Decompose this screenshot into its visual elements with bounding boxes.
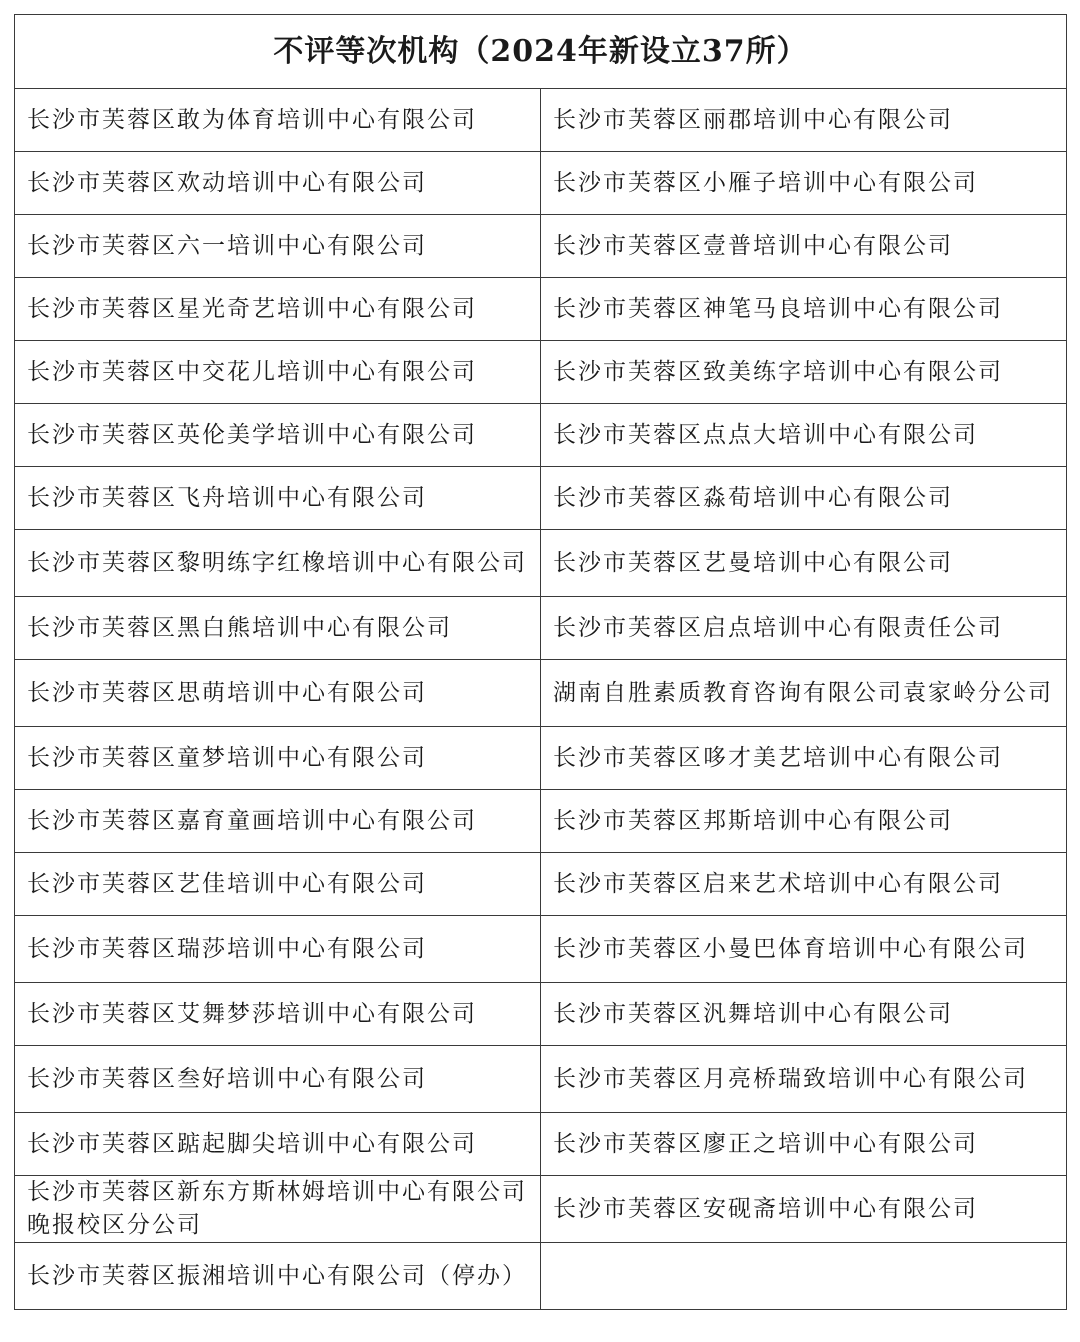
table-cell-right: 长沙市芙蓉区丽郡培训中心有限公司 bbox=[541, 89, 1067, 152]
table-row bbox=[15, 790, 1067, 853]
table-cell-left: 长沙市芙蓉区艺佳培训中心有限公司 bbox=[15, 853, 541, 916]
table-cell-left: 长沙市芙蓉区敢为体育培训中心有限公司 bbox=[15, 89, 541, 152]
table-cell-right: 长沙市芙蓉区月亮桥瑞致培训中心有限公司 bbox=[541, 1046, 1067, 1113]
table-row bbox=[15, 1046, 1067, 1113]
table-cell-right: 长沙市芙蓉区点点大培训中心有限公司 bbox=[541, 404, 1067, 467]
table-row bbox=[15, 467, 1067, 530]
table-cell-right: 长沙市芙蓉区小曼巴体育培训中心有限公司 bbox=[541, 916, 1067, 983]
table-cell-right: 长沙市芙蓉区致美练字培训中心有限公司 bbox=[541, 341, 1067, 404]
table-cell-left: 长沙市芙蓉区新东方斯林姆培训中心有限公司晚报校区分公司 bbox=[15, 1176, 541, 1243]
table-row bbox=[15, 916, 1067, 983]
table-row bbox=[15, 404, 1067, 467]
table-cell-left: 长沙市芙蓉区踮起脚尖培训中心有限公司 bbox=[15, 1113, 541, 1176]
table-row bbox=[15, 1176, 1067, 1243]
table-row bbox=[15, 341, 1067, 404]
table-cell-left: 长沙市芙蓉区瑞莎培训中心有限公司 bbox=[15, 916, 541, 983]
table-row bbox=[15, 215, 1067, 278]
table-row bbox=[15, 530, 1067, 597]
institution-table bbox=[14, 14, 1067, 1310]
table-cell-right: 长沙市芙蓉区启来艺术培训中心有限公司 bbox=[541, 853, 1067, 916]
table-row bbox=[15, 1113, 1067, 1176]
table-cell-left: 长沙市芙蓉区思萌培训中心有限公司 bbox=[15, 660, 541, 727]
table-cell-right: 长沙市芙蓉区壹普培训中心有限公司 bbox=[541, 215, 1067, 278]
table-cell-left: 长沙市芙蓉区星光奇艺培训中心有限公司 bbox=[15, 278, 541, 341]
table-cell-left: 长沙市芙蓉区黎明练字红橡培训中心有限公司 bbox=[15, 530, 541, 597]
table-cell-right: 长沙市芙蓉区小雁子培训中心有限公司 bbox=[541, 152, 1067, 215]
table-cell-left: 长沙市芙蓉区振湘培训中心有限公司（停办） bbox=[15, 1243, 541, 1310]
table-cell-right: 长沙市芙蓉区安砚斋培训中心有限公司 bbox=[541, 1176, 1067, 1243]
table-cell-left: 长沙市芙蓉区中交花儿培训中心有限公司 bbox=[15, 341, 541, 404]
table-row bbox=[15, 1243, 1067, 1310]
table-cell-right bbox=[541, 1243, 1067, 1310]
table-cell-left: 长沙市芙蓉区艾舞梦莎培训中心有限公司 bbox=[15, 983, 541, 1046]
table-cell-left: 长沙市芙蓉区黑白熊培训中心有限公司 bbox=[15, 597, 541, 660]
institution-list-document bbox=[14, 14, 1066, 1310]
table-cell-left: 长沙市芙蓉区飞舟培训中心有限公司 bbox=[15, 467, 541, 530]
table-row bbox=[15, 660, 1067, 727]
table-cell-right: 长沙市芙蓉区哆才美艺培训中心有限公司 bbox=[541, 727, 1067, 790]
table-cell-right: 湖南自胜素质教育咨询有限公司袁家岭分公司 bbox=[541, 660, 1067, 727]
table-row bbox=[15, 152, 1067, 215]
table-cell-left: 长沙市芙蓉区叁好培训中心有限公司 bbox=[15, 1046, 541, 1113]
table-cell-left: 长沙市芙蓉区英伦美学培训中心有限公司 bbox=[15, 404, 541, 467]
table-row bbox=[15, 727, 1067, 790]
table-row bbox=[15, 278, 1067, 341]
table-cell-right: 长沙市芙蓉区邦斯培训中心有限公司 bbox=[541, 790, 1067, 853]
table-cell-left: 长沙市芙蓉区六一培训中心有限公司 bbox=[15, 215, 541, 278]
table-row bbox=[15, 853, 1067, 916]
table-title: 不评等次机构（2024年新设立37所） bbox=[15, 15, 1067, 89]
table-cell-right: 长沙市芙蓉区启点培训中心有限责任公司 bbox=[541, 597, 1067, 660]
table-cell-right: 长沙市芙蓉区廖正之培训中心有限公司 bbox=[541, 1113, 1067, 1176]
table-cell-right: 长沙市芙蓉区艺曼培训中心有限公司 bbox=[541, 530, 1067, 597]
table-row bbox=[15, 983, 1067, 1046]
table-cell-right: 长沙市芙蓉区神笔马良培训中心有限公司 bbox=[541, 278, 1067, 341]
table-cell-left: 长沙市芙蓉区欢动培训中心有限公司 bbox=[15, 152, 541, 215]
table-row bbox=[15, 89, 1067, 152]
table-row bbox=[15, 597, 1067, 660]
table-cell-left: 长沙市芙蓉区童梦培训中心有限公司 bbox=[15, 727, 541, 790]
table-cell-right: 长沙市芙蓉区淼荀培训中心有限公司 bbox=[541, 467, 1067, 530]
table-cell-right: 长沙市芙蓉区汎舞培训中心有限公司 bbox=[541, 983, 1067, 1046]
table-cell-left: 长沙市芙蓉区嘉育童画培训中心有限公司 bbox=[15, 790, 541, 853]
